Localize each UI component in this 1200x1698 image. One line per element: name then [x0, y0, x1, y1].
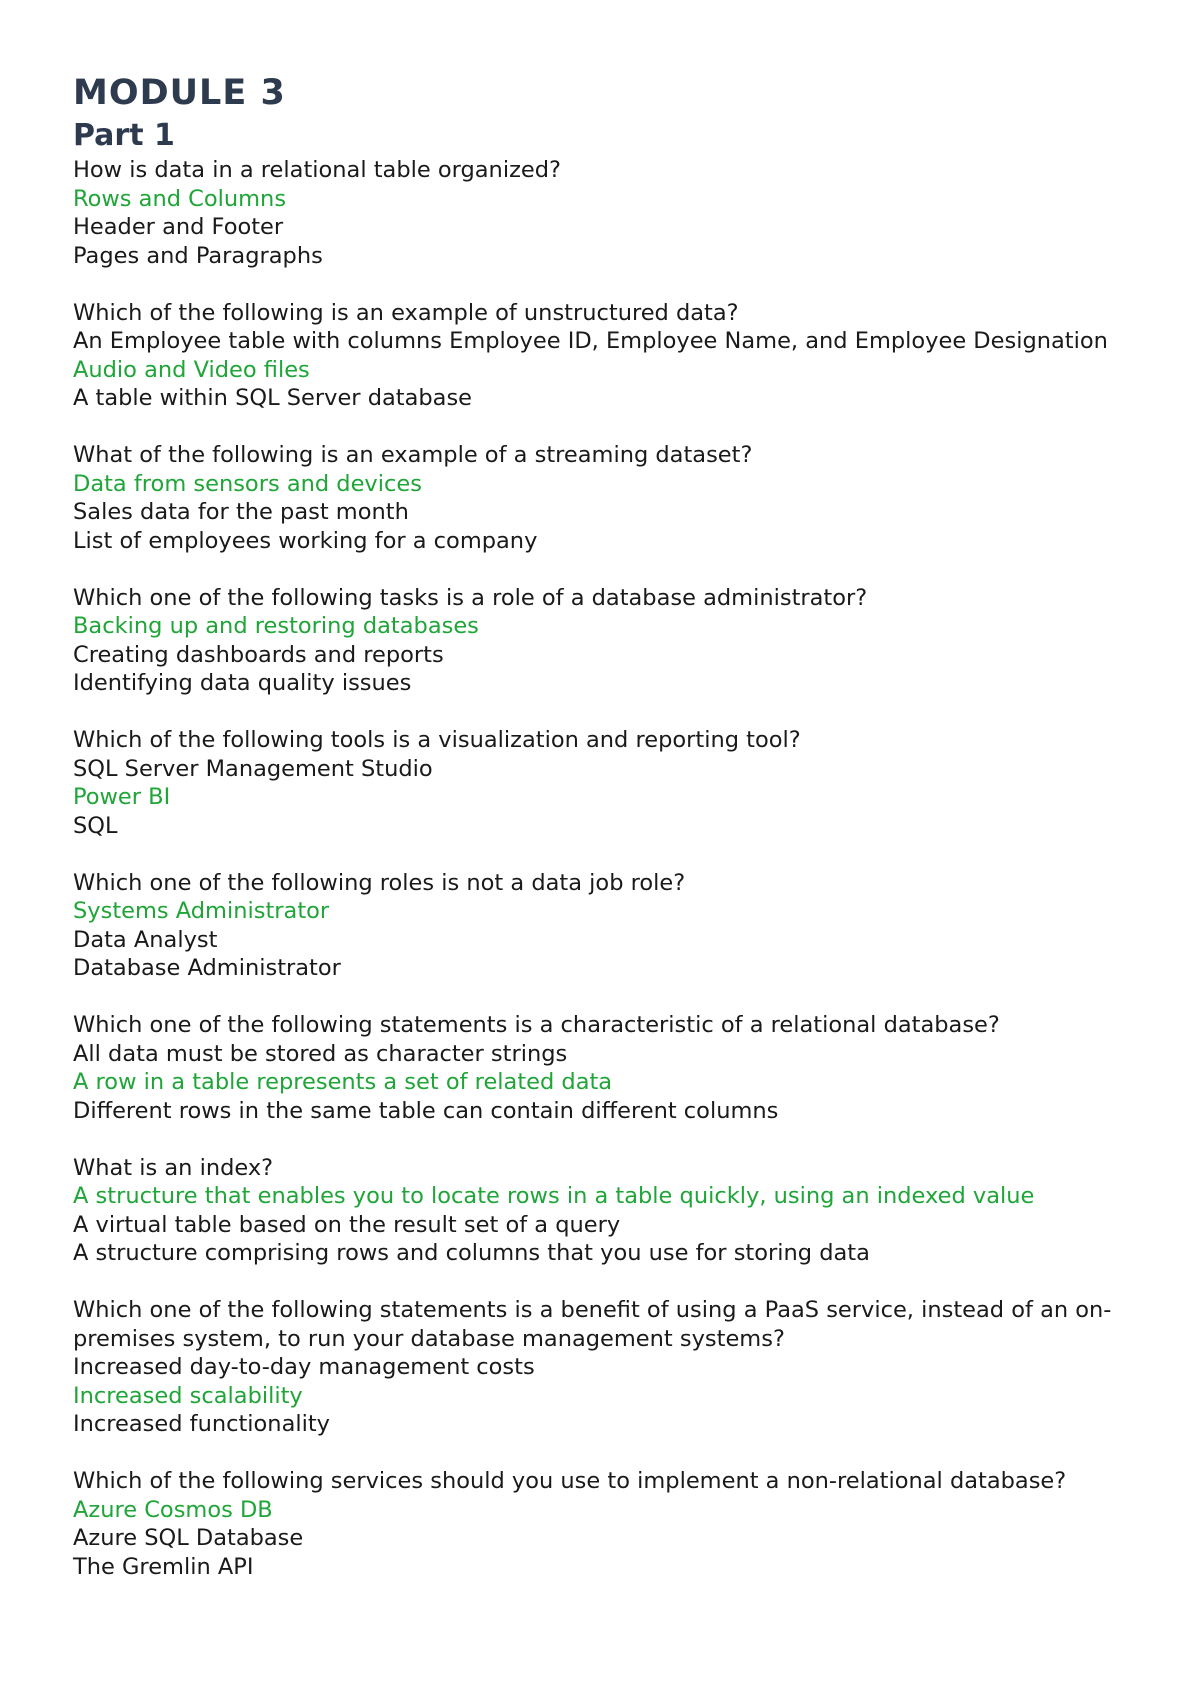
question-text: Which one of the following tasks is a role of a database administrator? [73, 584, 868, 611]
answer-option: SQL [73, 812, 118, 839]
answer-option: List of employees working for a company [73, 527, 538, 554]
answer-option: Increased functionality [73, 1411, 330, 1437]
answer-option: Increased day-to-day management costs [73, 1354, 535, 1380]
question-text: Which of the following tools is a visualization and reporting tool? [73, 727, 801, 753]
correct-answer-option: Backing up and restoring databases [73, 613, 479, 639]
answer-option: Header and Footer [73, 214, 284, 240]
question-block [73, 1296, 1153, 1439]
module-title: MODULE 3 [73, 73, 286, 113]
answer-option: SQL Server Management Studio [73, 755, 433, 782]
question-text: Which one of the following statements is a benefit of using a PaaS service, instead of an on-premises system, to run your database management systems? [73, 1297, 1112, 1352]
answer-option: Database Administrator [73, 955, 341, 981]
question-block [73, 156, 1153, 270]
answer-option: All data must be stored as character strings [73, 1040, 568, 1067]
question-text: What of the following is an example of a streaming dataset? [73, 442, 753, 468]
question-text: How is data in a relational table organized? [73, 157, 561, 183]
document-page [73, 70, 1153, 1610]
correct-answer-option: Increased scalability [73, 1382, 303, 1409]
answer-option: Azure SQL Database [73, 1525, 304, 1551]
question-block [73, 1154, 1153, 1268]
question-text: Which of the following is an example of unstructured data? [73, 299, 739, 326]
question-text: Which one of the following statements is a characteristic of a relational database? [73, 1012, 1000, 1038]
question-text: Which of the following services should you use to implement a non-relational database? [73, 1468, 1067, 1494]
question-block [73, 299, 1153, 413]
answer-option: The Gremlin API [73, 1553, 254, 1580]
correct-answer-option: Azure Cosmos DB [73, 1496, 273, 1523]
correct-answer-option: Systems Administrator [73, 898, 330, 924]
correct-answer-option: A row in a table represents a set of related data [73, 1069, 613, 1095]
part-title: Part 1 [73, 118, 175, 153]
answer-option: Different rows in the same table can contain different columns [73, 1097, 779, 1124]
correct-answer-option: Rows and Columns [73, 185, 287, 212]
answer-option: Data Analyst [73, 926, 218, 953]
question-block [73, 869, 1153, 983]
answer-option: Sales data for the past month [73, 499, 409, 525]
answer-option: A virtual table based on the result set of a query [73, 1211, 621, 1238]
correct-answer-option: Data from sensors and devices [73, 470, 422, 497]
answer-option: Identifying data quality issues [73, 670, 412, 696]
question-block [73, 1467, 1153, 1581]
answer-option: Pages and Paragraphs [73, 242, 323, 269]
correct-answer-option: Audio and Video files [73, 356, 310, 383]
answer-option: A table within SQL Server database [73, 385, 473, 411]
answer-option: A structure comprising rows and columns that you use for storing data [73, 1240, 870, 1266]
question-text: What is an index? [73, 1154, 274, 1181]
question-block [73, 441, 1153, 555]
correct-answer-option: A structure that enables you to locate rows in a table quickly, using an indexed value [73, 1183, 1035, 1209]
question-block [73, 726, 1153, 840]
answer-option: An Employee table with columns Employee ID, Employee Name, and Employee Designation [73, 328, 1108, 354]
question-list [73, 156, 1153, 1581]
question-block [73, 584, 1153, 698]
answer-option: Creating dashboards and reports [73, 641, 444, 668]
correct-answer-option: Power BI [73, 784, 171, 810]
question-text: Which one of the following roles is not a data job role? [73, 869, 686, 896]
question-block [73, 1011, 1153, 1125]
